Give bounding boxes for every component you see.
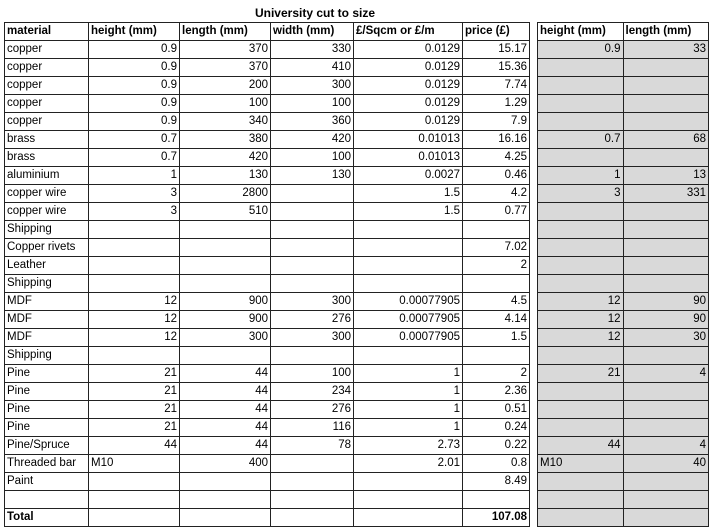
cell[interactable]: brass: [5, 131, 89, 149]
table-row: [5, 509, 530, 527]
cell[interactable]: 300: [271, 293, 354, 311]
cell[interactable]: [623, 203, 709, 221]
cell[interactable]: [354, 257, 463, 275]
cell[interactable]: 0.01013: [354, 131, 463, 149]
cell[interactable]: 330: [271, 41, 354, 59]
cell[interactable]: [271, 347, 354, 365]
cell[interactable]: 40: [623, 455, 709, 473]
cell[interactable]: 107.08: [463, 509, 530, 527]
table-row: [5, 203, 530, 221]
cell[interactable]: [623, 275, 709, 293]
cell[interactable]: 0.01013: [354, 149, 463, 167]
cell[interactable]: 44: [180, 419, 271, 437]
cell[interactable]: 0.9: [89, 41, 180, 59]
cell[interactable]: M10: [89, 455, 180, 473]
table-row: [5, 239, 530, 257]
cell[interactable]: Copper rivets: [5, 239, 89, 257]
table-row: [538, 149, 709, 167]
column-header[interactable]: height (mm): [538, 23, 624, 41]
cell[interactable]: 3: [538, 185, 624, 203]
cell[interactable]: 15.17: [463, 41, 530, 59]
cell[interactable]: [89, 473, 180, 491]
cell[interactable]: 68: [623, 131, 709, 149]
cell[interactable]: 900: [180, 293, 271, 311]
cell[interactable]: [354, 275, 463, 293]
cell[interactable]: [271, 185, 354, 203]
table-row: [5, 311, 530, 329]
cell[interactable]: 0.8: [463, 455, 530, 473]
cell[interactable]: [271, 203, 354, 221]
cell[interactable]: 7.74: [463, 77, 530, 95]
table-row: [5, 437, 530, 455]
cell[interactable]: [538, 113, 624, 131]
cell[interactable]: 4.14: [463, 311, 530, 329]
cell[interactable]: 370: [180, 59, 271, 77]
table-row: [538, 59, 709, 77]
table-row: [538, 239, 709, 257]
cell[interactable]: Threaded bar: [5, 455, 89, 473]
cell[interactable]: [463, 221, 530, 239]
cell[interactable]: [623, 473, 709, 491]
cell[interactable]: 340: [180, 113, 271, 131]
cell[interactable]: 7.02: [463, 239, 530, 257]
column-header[interactable]: height (mm): [89, 23, 180, 41]
cell[interactable]: [180, 347, 271, 365]
sheet-title: University cut to size: [254, 6, 376, 20]
cell[interactable]: copper wire: [5, 203, 89, 221]
cell[interactable]: 900: [180, 311, 271, 329]
cell[interactable]: 8.49: [463, 473, 530, 491]
cell[interactable]: 21: [89, 401, 180, 419]
cell[interactable]: 300: [271, 77, 354, 95]
cell[interactable]: 21: [89, 419, 180, 437]
cell[interactable]: [623, 419, 709, 437]
table-row: [5, 347, 530, 365]
cell[interactable]: 16.16: [463, 131, 530, 149]
column-header[interactable]: length (mm): [623, 23, 709, 41]
cell[interactable]: [538, 473, 624, 491]
cell[interactable]: [180, 221, 271, 239]
cell[interactable]: [354, 239, 463, 257]
table-row: [538, 221, 709, 239]
cell[interactable]: Paint: [5, 473, 89, 491]
cell[interactable]: [538, 491, 624, 509]
cell[interactable]: [271, 473, 354, 491]
cell[interactable]: [354, 509, 463, 527]
cell[interactable]: [538, 149, 624, 167]
column-header[interactable]: price (£): [463, 23, 530, 41]
cell[interactable]: 12: [538, 293, 624, 311]
cell[interactable]: [538, 59, 624, 77]
cell[interactable]: MDF: [5, 311, 89, 329]
cell[interactable]: 2.73: [354, 437, 463, 455]
cell[interactable]: 2: [463, 257, 530, 275]
cell[interactable]: [538, 509, 624, 527]
cell[interactable]: 420: [180, 149, 271, 167]
table-row: [538, 329, 709, 347]
cell[interactable]: 0.00077905: [354, 311, 463, 329]
table-row: [5, 113, 530, 131]
cell[interactable]: [271, 239, 354, 257]
table-row: [538, 365, 709, 383]
cell[interactable]: 0.7: [89, 149, 180, 167]
cell[interactable]: [538, 275, 624, 293]
cell[interactable]: 0.0129: [354, 95, 463, 113]
cell[interactable]: copper: [5, 59, 89, 77]
table-row: [5, 221, 530, 239]
cell[interactable]: [5, 491, 89, 509]
table-row: [5, 257, 530, 275]
cell[interactable]: 0.22: [463, 437, 530, 455]
cell[interactable]: [354, 221, 463, 239]
cell[interactable]: 4: [623, 365, 709, 383]
column-header[interactable]: length (mm): [180, 23, 271, 41]
table-row: [538, 383, 709, 401]
table-row: [538, 509, 709, 527]
cell[interactable]: 0.0129: [354, 77, 463, 95]
cell[interactable]: [623, 149, 709, 167]
cell[interactable]: 2.36: [463, 383, 530, 401]
cell[interactable]: [180, 275, 271, 293]
cell[interactable]: 100: [180, 95, 271, 113]
cell[interactable]: 3: [89, 185, 180, 203]
cell[interactable]: 116: [271, 419, 354, 437]
table-row: [5, 293, 530, 311]
table-row: [538, 491, 709, 509]
cell[interactable]: [538, 221, 624, 239]
table-row: [5, 401, 530, 419]
cell[interactable]: [538, 257, 624, 275]
cell[interactable]: [89, 239, 180, 257]
cell[interactable]: 0.7: [89, 131, 180, 149]
cell[interactable]: 0.9: [89, 95, 180, 113]
cell[interactable]: [271, 509, 354, 527]
cell[interactable]: MDF: [5, 293, 89, 311]
cell[interactable]: 44: [538, 437, 624, 455]
cell[interactable]: 21: [538, 365, 624, 383]
cell[interactable]: 234: [271, 383, 354, 401]
table-row: [538, 41, 709, 59]
cell[interactable]: [271, 275, 354, 293]
table-row: [538, 185, 709, 203]
cell[interactable]: [623, 113, 709, 131]
cell[interactable]: 360: [271, 113, 354, 131]
cell[interactable]: Pine: [5, 401, 89, 419]
cell[interactable]: 1: [354, 365, 463, 383]
cell[interactable]: Pine: [5, 365, 89, 383]
cell[interactable]: 1.5: [354, 203, 463, 221]
cell[interactable]: Pine: [5, 419, 89, 437]
cell[interactable]: Pine/Spruce: [5, 437, 89, 455]
table-row: [538, 77, 709, 95]
table-row: [5, 131, 530, 149]
cell[interactable]: 400: [180, 455, 271, 473]
cell[interactable]: Total: [5, 509, 89, 527]
cell[interactable]: copper: [5, 41, 89, 59]
table-row: [538, 257, 709, 275]
cell[interactable]: 0.0129: [354, 41, 463, 59]
cell[interactable]: 0.46: [463, 167, 530, 185]
cell[interactable]: 15.36: [463, 59, 530, 77]
cell[interactable]: 12: [538, 329, 624, 347]
column-header[interactable]: material: [5, 23, 89, 41]
cell[interactable]: 4.5: [463, 293, 530, 311]
cell[interactable]: Leather: [5, 257, 89, 275]
cell[interactable]: 4.2: [463, 185, 530, 203]
cell[interactable]: [354, 491, 463, 509]
cell[interactable]: [623, 401, 709, 419]
cell[interactable]: Pine: [5, 383, 89, 401]
cell[interactable]: [623, 95, 709, 113]
table-row: [538, 131, 709, 149]
cell[interactable]: 100: [271, 365, 354, 383]
cell[interactable]: 510: [180, 203, 271, 221]
cell[interactable]: [623, 383, 709, 401]
header-row: [538, 23, 709, 41]
right-cost-table: [537, 22, 709, 527]
table-row: [5, 149, 530, 167]
cell[interactable]: 44: [180, 383, 271, 401]
table-row: [538, 275, 709, 293]
cell[interactable]: [623, 59, 709, 77]
cell[interactable]: 78: [271, 437, 354, 455]
cell[interactable]: 2.01: [354, 455, 463, 473]
cell[interactable]: [623, 509, 709, 527]
cell[interactable]: [271, 491, 354, 509]
table-row: [5, 491, 530, 509]
cell[interactable]: 13: [623, 167, 709, 185]
cell[interactable]: [89, 509, 180, 527]
cell[interactable]: 7.9: [463, 113, 530, 131]
cell[interactable]: [538, 239, 624, 257]
cell[interactable]: 200: [180, 77, 271, 95]
cell[interactable]: [354, 473, 463, 491]
cell[interactable]: 0.9: [89, 113, 180, 131]
cell[interactable]: [623, 221, 709, 239]
cell[interactable]: 130: [271, 167, 354, 185]
cell[interactable]: [623, 77, 709, 95]
cell[interactable]: [623, 257, 709, 275]
cell[interactable]: [538, 77, 624, 95]
cell[interactable]: 0.00077905: [354, 293, 463, 311]
cell[interactable]: 4: [623, 437, 709, 455]
cell[interactable]: aluminium: [5, 167, 89, 185]
cell[interactable]: 0.9: [538, 41, 624, 59]
cell[interactable]: 2: [463, 365, 530, 383]
cell[interactable]: [180, 239, 271, 257]
cell[interactable]: 300: [271, 329, 354, 347]
cell[interactable]: 370: [180, 41, 271, 59]
cell[interactable]: [538, 95, 624, 113]
table-row: [5, 473, 530, 491]
cell[interactable]: [538, 419, 624, 437]
cell[interactable]: M10: [538, 455, 624, 473]
cell[interactable]: brass: [5, 149, 89, 167]
table-row: [538, 437, 709, 455]
cell[interactable]: copper wire: [5, 185, 89, 203]
cell[interactable]: copper: [5, 95, 89, 113]
cell[interactable]: [538, 347, 624, 365]
cell[interactable]: 100: [271, 149, 354, 167]
cell[interactable]: [271, 455, 354, 473]
table-row: [5, 59, 530, 77]
table-row: [5, 365, 530, 383]
table-row: [5, 95, 530, 113]
cell[interactable]: [463, 275, 530, 293]
table-row: [5, 41, 530, 59]
cell[interactable]: 276: [271, 401, 354, 419]
cell[interactable]: [89, 257, 180, 275]
cell[interactable]: 300: [180, 329, 271, 347]
table-row: [5, 383, 530, 401]
cell[interactable]: 420: [271, 131, 354, 149]
cell[interactable]: 21: [89, 383, 180, 401]
table-row: [538, 311, 709, 329]
table-row: [5, 275, 530, 293]
cell[interactable]: 1.29: [463, 95, 530, 113]
cell[interactable]: [463, 491, 530, 509]
table-row: [538, 473, 709, 491]
table-row: [538, 95, 709, 113]
cell[interactable]: [89, 221, 180, 239]
cell[interactable]: 0.0129: [354, 59, 463, 77]
table-row: [5, 455, 530, 473]
table-row: [538, 113, 709, 131]
cell[interactable]: 1: [538, 167, 624, 185]
cell[interactable]: 0.77: [463, 203, 530, 221]
cell[interactable]: 2800: [180, 185, 271, 203]
cell[interactable]: 1: [354, 401, 463, 419]
cell[interactable]: Shipping: [5, 275, 89, 293]
cell[interactable]: [354, 347, 463, 365]
header-row: [5, 23, 530, 41]
cell[interactable]: 44: [180, 401, 271, 419]
table-row: [538, 203, 709, 221]
cell[interactable]: 0.00077905: [354, 329, 463, 347]
table-row: [5, 167, 530, 185]
cell[interactable]: 130: [180, 167, 271, 185]
cell[interactable]: copper: [5, 113, 89, 131]
cell[interactable]: 1: [354, 419, 463, 437]
cell[interactable]: [538, 203, 624, 221]
cell[interactable]: 0.9: [89, 59, 180, 77]
cell[interactable]: [538, 383, 624, 401]
cell[interactable]: [180, 257, 271, 275]
table-row: [538, 419, 709, 437]
cell[interactable]: [271, 257, 354, 275]
cell[interactable]: 0.0129: [354, 113, 463, 131]
column-header[interactable]: width (mm): [271, 23, 354, 41]
cell[interactable]: copper: [5, 77, 89, 95]
cell[interactable]: Shipping: [5, 221, 89, 239]
cell[interactable]: [623, 491, 709, 509]
cell[interactable]: 90: [623, 311, 709, 329]
cell[interactable]: 44: [180, 365, 271, 383]
table-row: [538, 167, 709, 185]
cell[interactable]: 0.24: [463, 419, 530, 437]
cell[interactable]: 276: [271, 311, 354, 329]
cell[interactable]: [623, 347, 709, 365]
cell[interactable]: 1.5: [354, 185, 463, 203]
cell[interactable]: [180, 509, 271, 527]
cell[interactable]: MDF: [5, 329, 89, 347]
table-row: [538, 293, 709, 311]
cell[interactable]: Shipping: [5, 347, 89, 365]
cell[interactable]: 90: [623, 293, 709, 311]
column-header[interactable]: £/Sqcm or £/m: [354, 23, 463, 41]
cell[interactable]: 44: [89, 437, 180, 455]
table-row: [538, 347, 709, 365]
cell[interactable]: 331: [623, 185, 709, 203]
cell[interactable]: 0.9: [89, 77, 180, 95]
cell[interactable]: 0.0027: [354, 167, 463, 185]
table-row: [5, 419, 530, 437]
cell[interactable]: [538, 401, 624, 419]
table-row: [538, 455, 709, 473]
cell[interactable]: 4.25: [463, 149, 530, 167]
cell[interactable]: 30: [623, 329, 709, 347]
cell[interactable]: [271, 221, 354, 239]
table-row: [5, 77, 530, 95]
cell[interactable]: [180, 491, 271, 509]
cell[interactable]: 3: [89, 203, 180, 221]
cell[interactable]: 12: [89, 311, 180, 329]
cell[interactable]: 12: [89, 293, 180, 311]
cell[interactable]: 380: [180, 131, 271, 149]
cell[interactable]: 0.7: [538, 131, 624, 149]
cell[interactable]: 100: [271, 95, 354, 113]
cell[interactable]: [89, 491, 180, 509]
cell[interactable]: 1.5: [463, 329, 530, 347]
cell[interactable]: [89, 347, 180, 365]
cost-table: [4, 22, 530, 527]
table-row: [538, 401, 709, 419]
cell[interactable]: 44: [180, 437, 271, 455]
cell[interactable]: 0.51: [463, 401, 530, 419]
cell[interactable]: 1: [89, 167, 180, 185]
cell[interactable]: 12: [89, 329, 180, 347]
cell[interactable]: [463, 347, 530, 365]
cell[interactable]: 12: [538, 311, 624, 329]
cell[interactable]: 33: [623, 41, 709, 59]
cell[interactable]: [180, 473, 271, 491]
cell[interactable]: 21: [89, 365, 180, 383]
cell[interactable]: 1: [354, 383, 463, 401]
table-row: [5, 185, 530, 203]
cell[interactable]: [89, 275, 180, 293]
cell[interactable]: 410: [271, 59, 354, 77]
table-row: [5, 329, 530, 347]
cell[interactable]: [623, 239, 709, 257]
